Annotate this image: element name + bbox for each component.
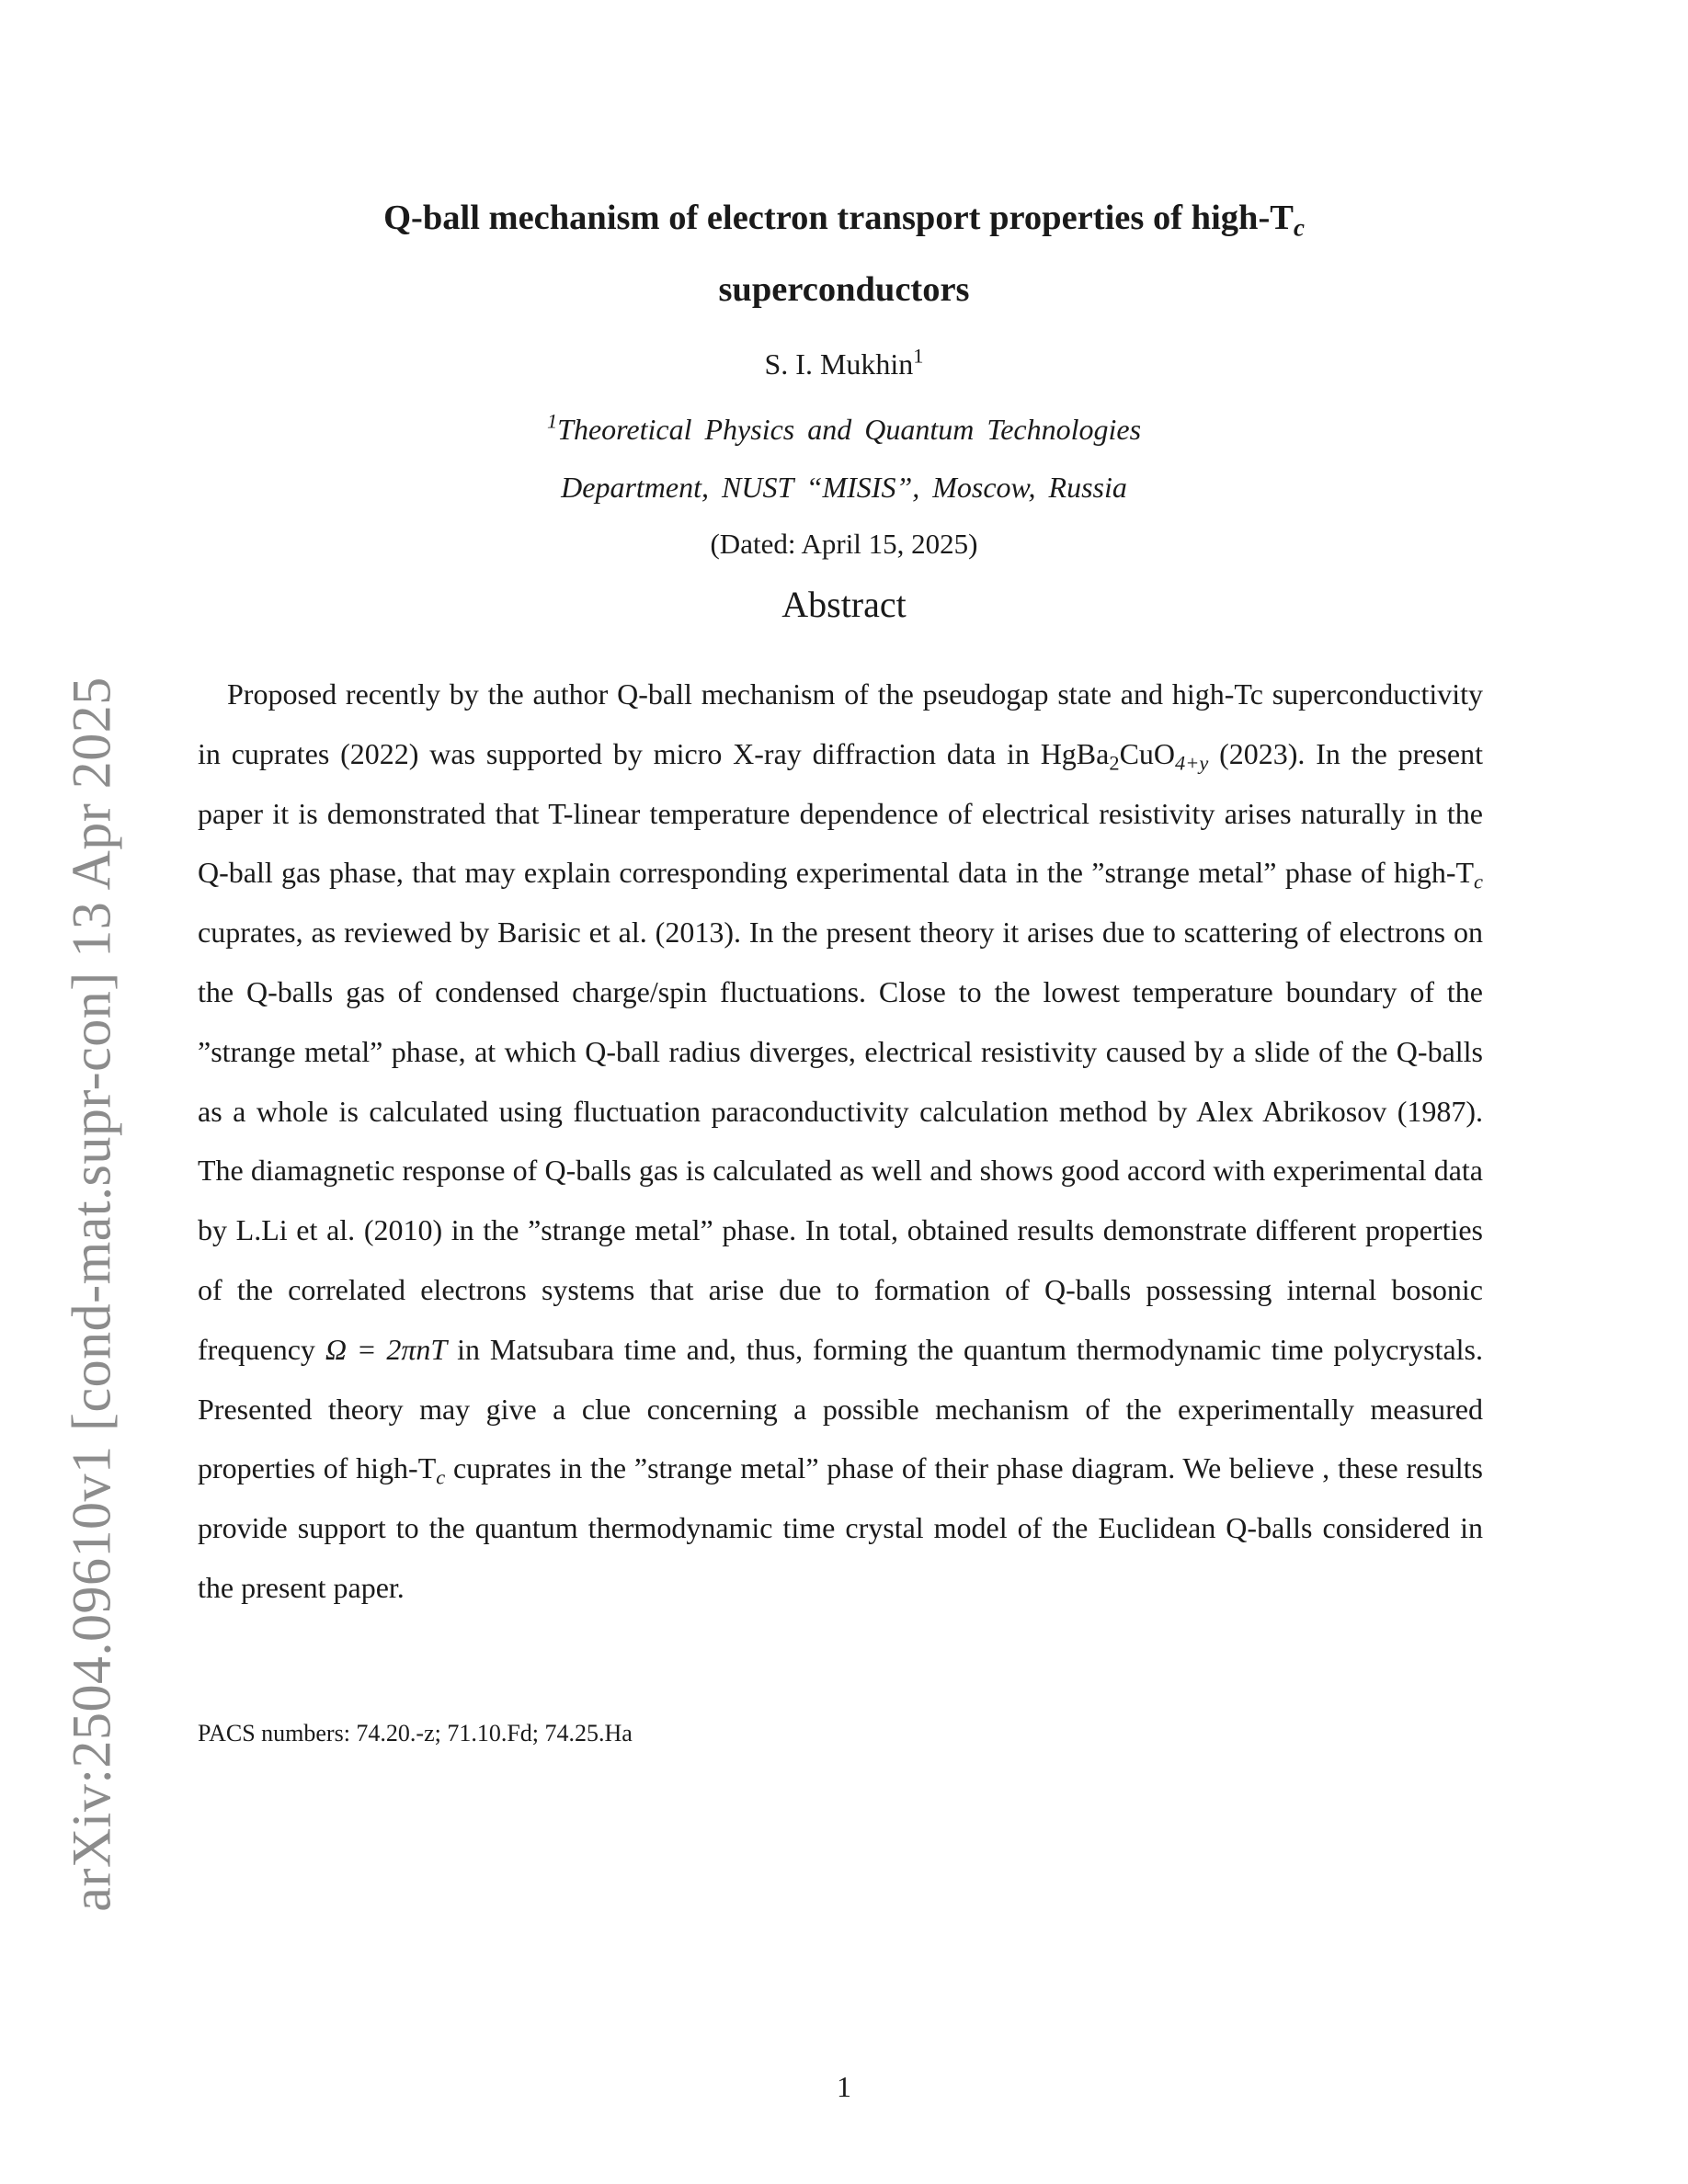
abstract-part-4: in Matsubara time and, thus, forming the quantum thermodynamic time polycrystals. Presented theory may give a clue concerning a possible mechanism of the experimentally measured properties of high-T	[198, 1332, 1484, 1485]
title-line-2: superconductors	[718, 270, 970, 309]
abstract-heading: Abstract	[781, 584, 907, 625]
affiliation-line-2: Department, NUST “MISIS”, Moscow, Russia	[561, 471, 1127, 504]
formula-cuo: CuO	[1119, 736, 1176, 770]
abstract-part-5: cuprates in the ”strange metal” phase of their phase diagram. We believe , these results provide support to the quantum thermodynamic time crystal model of the Euclidean Q-balls considered in the present paper.	[198, 1451, 1484, 1604]
author-line	[198, 346, 1490, 382]
abstract-part-1: Proposed recently by the author Q-ball mechanism of the pseudogap state and high-Tc superconductivity in cuprates (2022) was supported by micro X-ray diffraction data in HgBa	[198, 677, 1483, 770]
abstract-text	[198, 665, 1483, 1618]
tc-subscript-a: c	[1474, 870, 1483, 893]
date-line: (Dated: April 15, 2025)	[710, 528, 978, 560]
frequency-formula: Ω = 2πnT	[325, 1332, 448, 1366]
page-number: 1	[837, 2070, 851, 2103]
abstract-part-2: (2023). In the present paper it is demonstrated that T-linear temperature dependence of electrical resistivity arises naturally in the Q-ball gas phase, that may explain corresponding experimental data in the ”strange metal” phase of high-T	[198, 736, 1484, 890]
tc-subscript-b: c	[436, 1465, 446, 1489]
formula-subscript-4y: 4+y	[1175, 751, 1209, 775]
arxiv-identifier: arXiv:2504.09610v1 [cond-mat.supr-con] 13 Apr 2025	[61, 677, 122, 1912]
paper-title	[198, 182, 1490, 325]
affiliation	[198, 401, 1490, 517]
affiliation-line-1: Theoretical Physics and Quantum Technologies	[557, 413, 1142, 446]
formula-subscript-2: 2	[1109, 751, 1120, 775]
abstract-part-3: cuprates, as reviewed by Barisic et al. (2013). In the present theory it arises due to scattering of electrons on the Q-balls gas of condensed charge/spin fluctuations. Close to the lowest temperature boundary of the ”strange metal” phase, at which Q-ball radius diverges, electrical resistivity caused by a slide of the Q-balls as a whole is calculated using fluctuation paraconductivity calculation method by Alex Abrikosov (1987). The diamagnetic response of Q-balls gas is calculated as well and shows good accord with experimental data by L.Li et al. (2010) in the ”strange metal” phase. In total, obtained results demonstrate different properties of the correlated electrons systems that arise due to formation of Q-balls possessing internal bosonic frequency	[198, 916, 1483, 1366]
title-subscript: c	[1293, 213, 1305, 242]
title-line-1: Q-ball mechanism of electron transport properties of high-T	[383, 199, 1294, 237]
pacs-numbers: PACS numbers: 74.20.-z; 71.10.Fd; 74.25.Ha	[198, 1720, 633, 1746]
affiliation-mark: 1	[546, 409, 558, 433]
author-affiliation-mark: 1	[913, 344, 924, 368]
author-name: S. I. Mukhin	[764, 347, 914, 381]
title-block	[198, 182, 1490, 632]
